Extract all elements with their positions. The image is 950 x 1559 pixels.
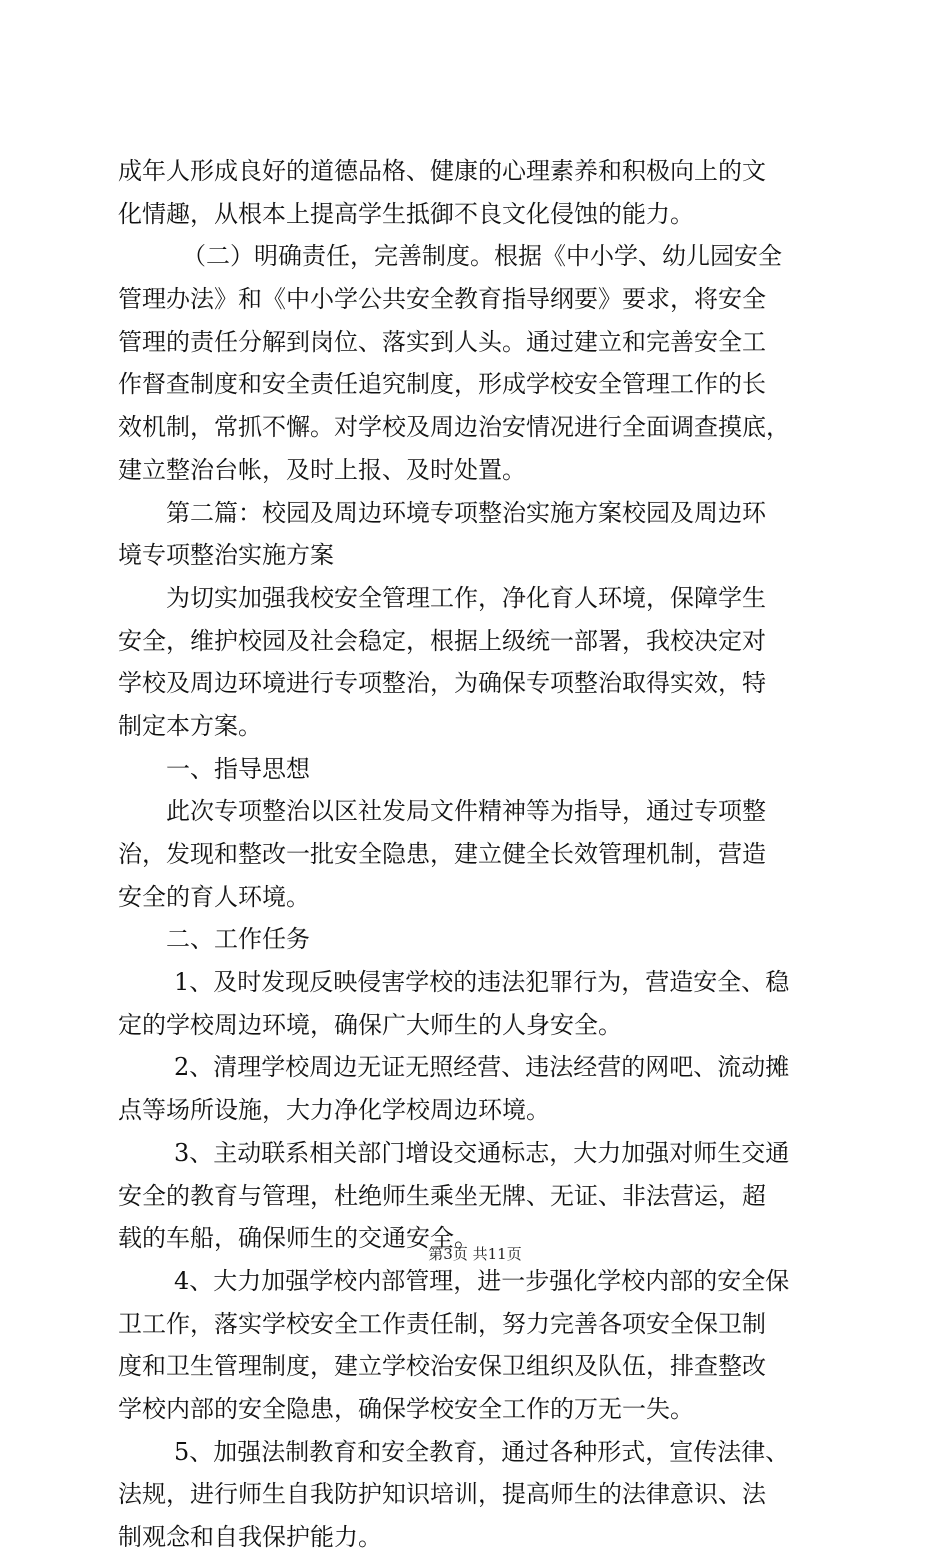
text-line: 境专项整治实施方案 — [118, 541, 334, 570]
page-number-footer: 第3页 共11页 — [428, 1245, 522, 1263]
list-item: 2、清理学校周边无证无照经营、违法经营的网吧、流动摊 — [174, 1053, 790, 1082]
text-line: 化情趣，从根本上提高学生抵御不良文化侵蚀的能力。 — [118, 199, 694, 228]
text-line: 定的学校周边环境，确保广大师生的人身安全。 — [118, 1010, 622, 1039]
list-item: 4、大力加强学校内部管理，进一步强化学校内部的安全保 — [174, 1266, 790, 1295]
text-line: 成年人形成良好的道德品格、健康的心理素养和积极向上的文 — [118, 157, 766, 185]
list-item: 3、主动联系相关部门增设交通标志，大力加强对师生交通 — [174, 1138, 790, 1167]
text-line: 度和卫生管理制度，建立学校治安保卫组织及队伍，排查整改 — [118, 1352, 766, 1381]
document-body — [118, 150, 838, 1559]
text-line: 效机制，常抓不懈。对学校及周边治安情况进行全面调查摸底， — [118, 413, 790, 442]
list-item: 1、及时发现反映侵害学校的违法犯罪行为，营造安全、稳 — [174, 968, 790, 997]
text-line: 学校及周边环境进行专项整治，为确保专项整治取得实效，特 — [118, 669, 766, 698]
text-line: 法规，进行师生自我防护知识培训，提高师生的法律意识、法 — [118, 1480, 766, 1509]
section-heading: 第二篇：校园及周边环境专项整治实施方案校园及周边环 — [166, 498, 766, 527]
text-line: 卫工作，落实学校安全工作责任制，努力完善各项安全保卫制 — [118, 1309, 766, 1338]
text-line: 建立整治台帐，及时上报、及时处置。 — [118, 455, 526, 484]
text-line: 安全，维护校园及社会稳定，根据上级统一部署，我校决定对 — [118, 626, 766, 655]
text-line: 管理的责任分解到岗位、落实到人头。通过建立和完善安全工 — [118, 327, 766, 356]
text-line: 制定本方案。 — [118, 711, 262, 740]
text-line: （二）明确责任，完善制度。根据《中小学、幼儿园安全 — [182, 242, 782, 271]
text-line: 治，发现和整改一批安全隐患，建立健全长效管理机制，营造 — [118, 840, 766, 868]
text-line: 此次专项整治以区社发局文件精神等为指导，通过专项整 — [166, 797, 766, 826]
list-item: 5、加强法制教育和安全教育，通过各种形式，宣传法律、 — [174, 1437, 790, 1466]
section-heading: 二、工作任务 — [166, 925, 310, 954]
text-line: 学校内部的安全隐患，确保学校安全工作的万无一失。 — [118, 1394, 694, 1423]
text-line: 为切实加强我校安全管理工作，净化育人环境，保障学生 — [166, 583, 766, 612]
text-line: 管理办法》和《中小学公共安全教育指导纲要》要求，将安全 — [118, 285, 766, 314]
text-line: 载的车船，确保师生的交通安全。 — [118, 1224, 478, 1253]
text-line: 点等场所设施，大力净化学校周边环境。 — [118, 1096, 550, 1125]
text-line: 安全的教育与管理，杜绝师生乘坐无牌、无证、非法营运，超 — [118, 1181, 766, 1210]
section-heading: 一、指导思想 — [166, 754, 310, 783]
text-line: 安全的育人环境。 — [118, 882, 310, 911]
text-line: 制观念和自我保护能力。 — [118, 1523, 382, 1551]
text-line: 作督查制度和安全责任追究制度，形成学校安全管理工作的长 — [118, 370, 766, 399]
